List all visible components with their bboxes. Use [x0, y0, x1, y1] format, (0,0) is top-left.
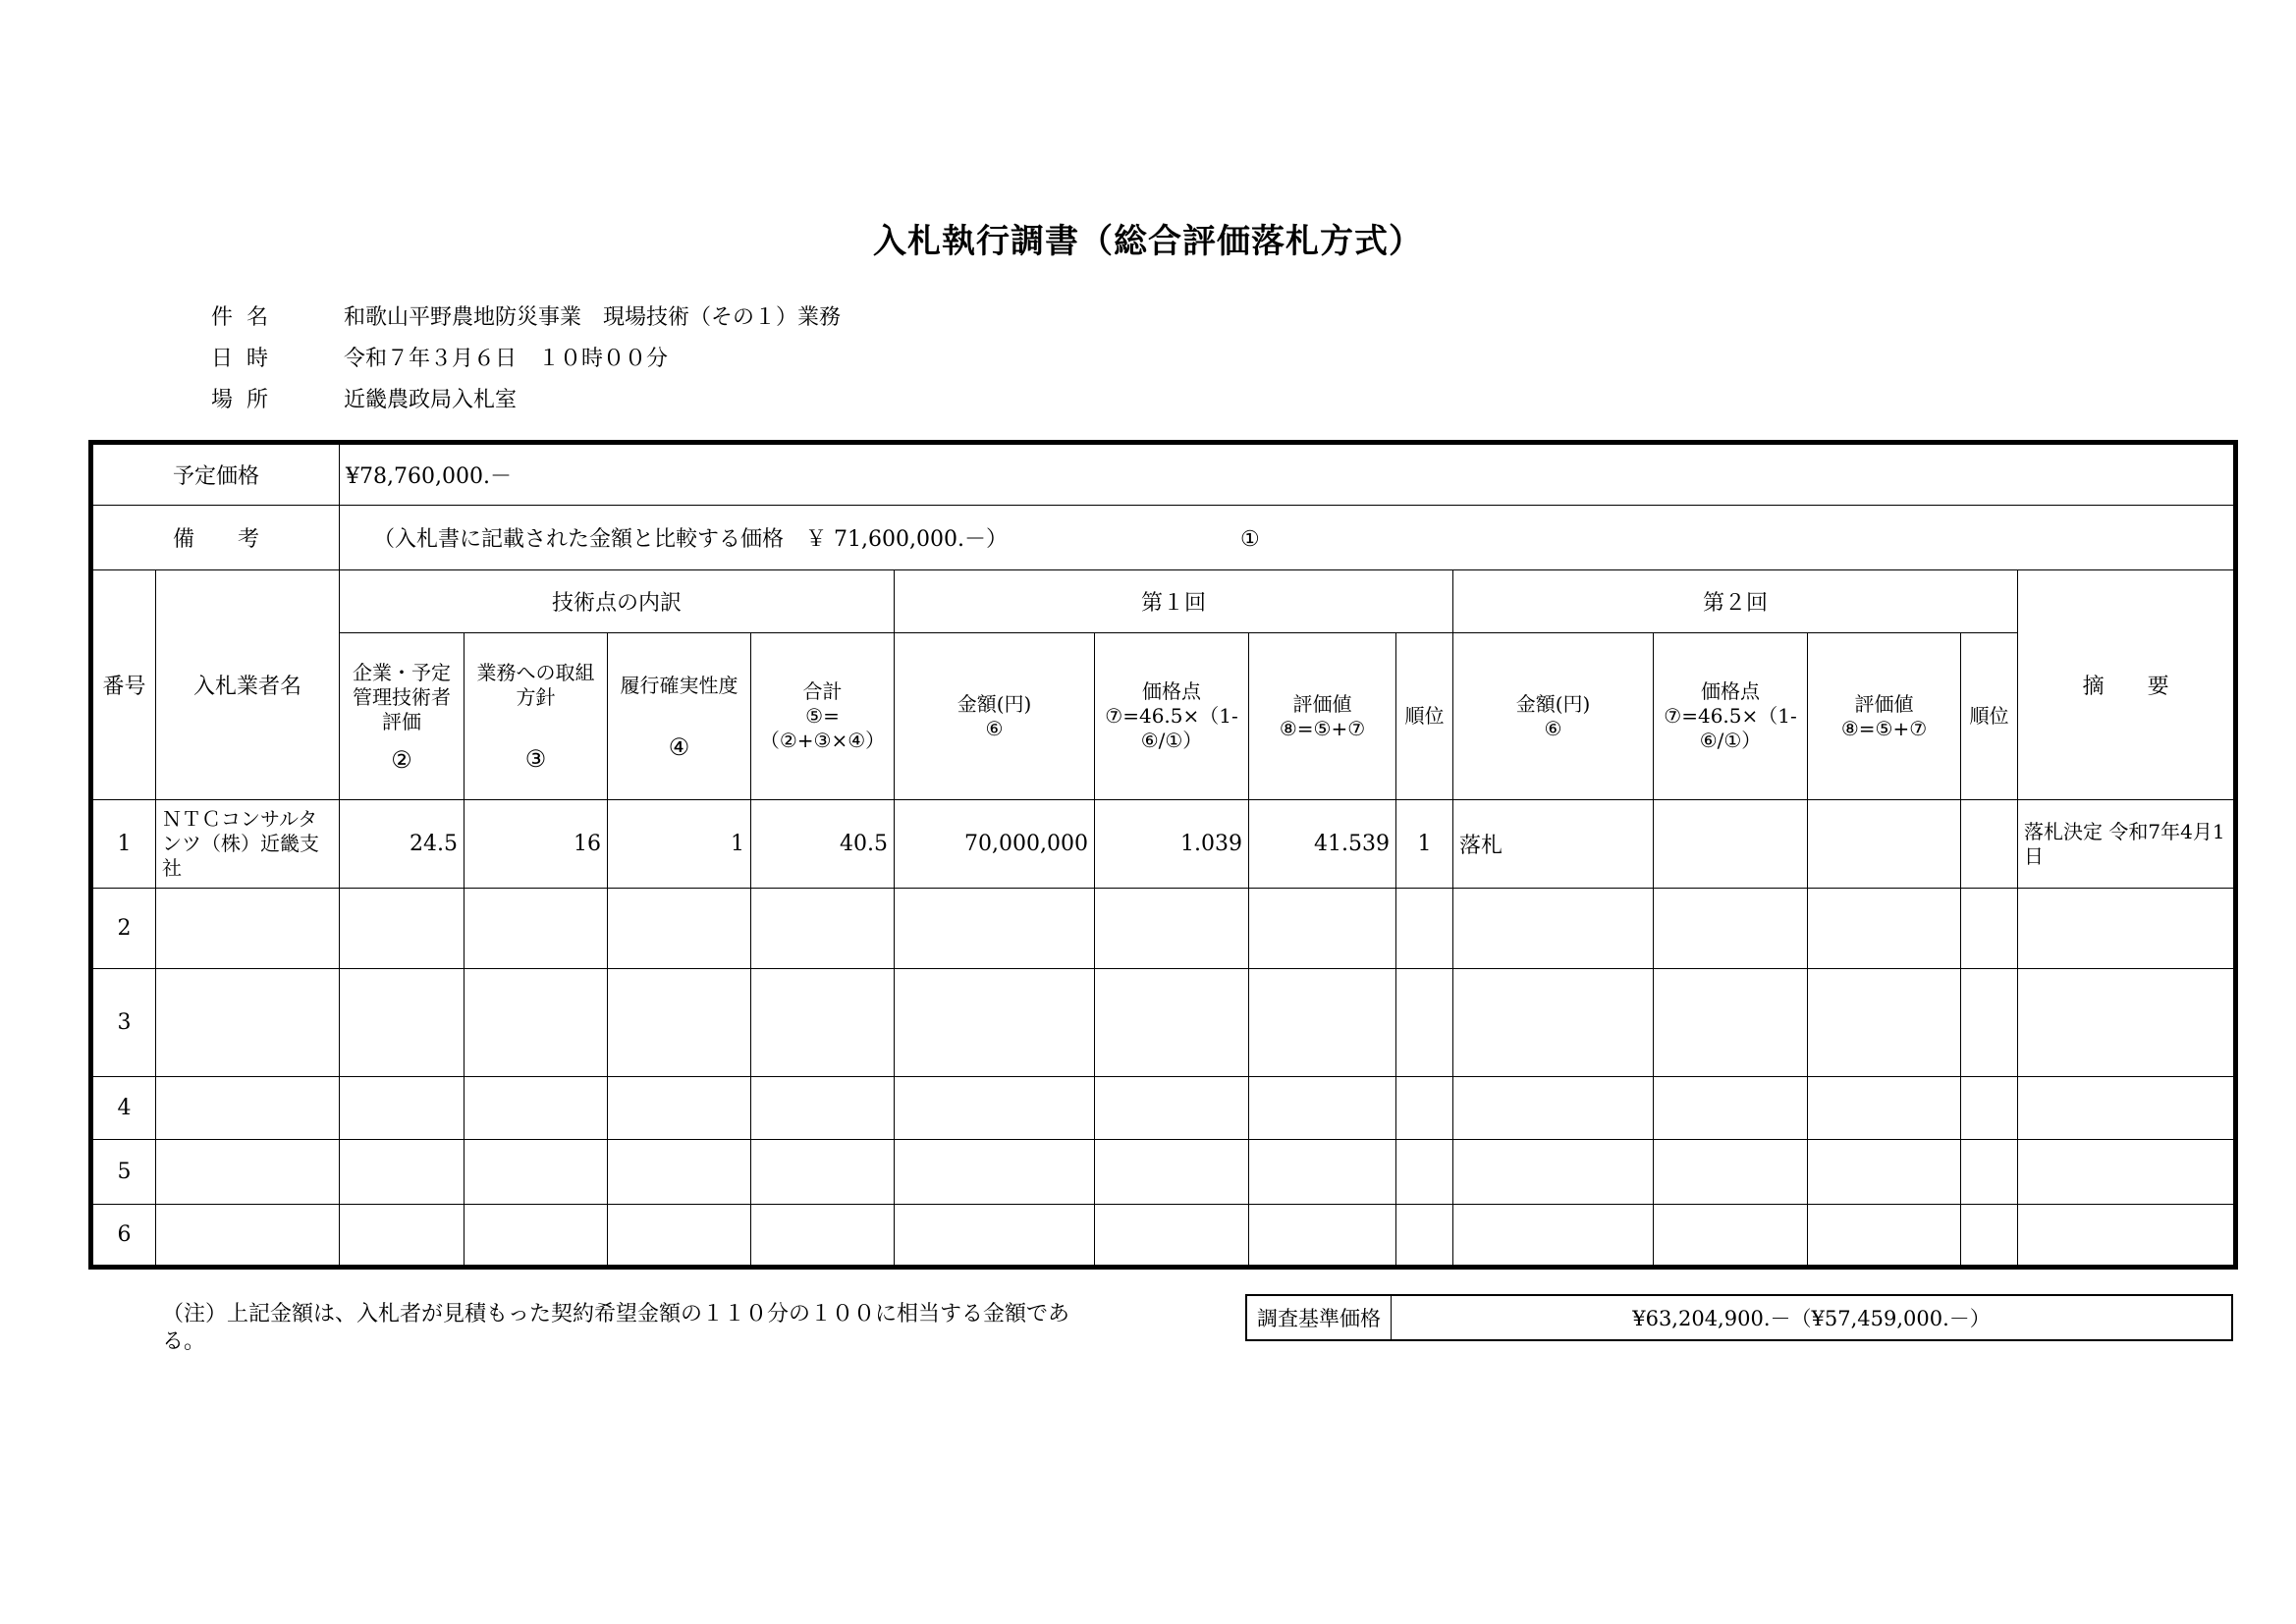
cell-r2-amount: [1453, 1205, 1654, 1268]
cell-t5: [751, 969, 895, 1077]
cell-t5: 40.5: [751, 800, 895, 889]
cell-t5: [751, 1205, 895, 1268]
cell-r1-amount: [895, 969, 1095, 1077]
cell-no: 3: [91, 969, 156, 1077]
cell-t4: 1: [608, 800, 751, 889]
header-r2-amount: [1453, 633, 1654, 800]
meta-label: 件名: [211, 304, 283, 330]
cell-no: 5: [91, 1140, 156, 1205]
cell-bidder: [156, 889, 340, 969]
cell-bidder: [156, 1077, 340, 1140]
cell-t2: [340, 1077, 465, 1140]
remarks-label: 備 考: [91, 506, 340, 570]
cell-r2-price: [1654, 1205, 1808, 1268]
meta-value: 令和７年３月６日 １０時００分: [344, 346, 669, 371]
cell-t2: [340, 1205, 465, 1268]
cell-r1-eval: [1249, 1205, 1396, 1268]
header-tech-breakdown: 技術点の内訳: [340, 570, 895, 633]
meta-label: 日時: [211, 346, 283, 371]
cell-t3: 16: [465, 800, 608, 889]
table-row: [91, 1205, 2236, 1268]
cell-r2-amount: [1453, 1077, 1654, 1140]
table-row: [91, 969, 2236, 1077]
cell-summary: [2018, 1140, 2236, 1205]
cell-r1-rank: [1396, 1140, 1453, 1205]
header-label: 価格点: [1142, 679, 1202, 703]
meta-value: 和歌山平野農地防災事業 現場技術（その１）業務: [344, 304, 842, 330]
cell-no: 1: [91, 800, 156, 889]
cell-r2-rank: [1961, 1140, 2018, 1205]
cell-r2-amount: [1453, 1140, 1654, 1205]
cell-no: 6: [91, 1205, 156, 1268]
header-label: 合計: [802, 679, 843, 703]
header-tech-company: [340, 633, 465, 800]
document-meta: [211, 295, 841, 418]
cell-r1-amount: 70,000,000: [895, 800, 1095, 889]
cell-t2: 24.5: [340, 800, 465, 889]
header-label: 企業・予定管理技術者評価: [353, 660, 452, 733]
cell-t5: [751, 1077, 895, 1140]
planned-price-label: 予定価格: [91, 443, 340, 506]
header-label: 価格点: [1701, 679, 1761, 703]
header-tech-policy: [465, 633, 608, 800]
cell-summary: [2018, 1077, 2236, 1140]
cell-r1-price: [1095, 889, 1249, 969]
cell-summary: 落札決定 令和7年4月1日: [2018, 800, 2236, 889]
cell-t5: [751, 1140, 895, 1205]
cell-t4: [608, 1205, 751, 1268]
header-r1-rank: 順位: [1396, 633, 1453, 800]
meta-row-datetime: [211, 336, 841, 377]
cell-r1-amount: [895, 889, 1095, 969]
table-row: [91, 1140, 2236, 1205]
cell-r2-price: [1654, 889, 1808, 969]
reference-price-table: [1245, 1294, 2233, 1341]
cell-r2-eval: [1808, 1205, 1961, 1268]
cell-r2-eval: [1808, 1140, 1961, 1205]
cell-r1-price: 1.039: [1095, 800, 1249, 889]
cell-r2-rank: [1961, 1077, 2018, 1140]
header-summary: 摘 要: [2018, 570, 2236, 800]
cell-r1-eval: [1249, 889, 1396, 969]
remarks-marker: ①: [1239, 527, 1260, 552]
header-round2: 第２回: [1453, 570, 2018, 633]
cell-r1-rank: [1396, 889, 1453, 969]
cell-r2-amount: [1453, 969, 1654, 1077]
reference-price-label: 調査基準価格: [1246, 1295, 1392, 1340]
cell-t3: [465, 969, 608, 1077]
cell-r2-rank: [1961, 1205, 2018, 1268]
cell-t4: [608, 1140, 751, 1205]
cell-t3: [465, 1140, 608, 1205]
cell-r1-rank: 1: [1396, 800, 1453, 889]
cell-bidder: ＮＴＣコンサルタンツ（株）近畿支社: [156, 800, 340, 889]
header-r2-price-point: [1654, 633, 1808, 800]
table-row: [91, 889, 2236, 969]
cell-t4: [608, 969, 751, 1077]
header-r1-price-point: [1095, 633, 1249, 800]
header-number: 番号: [91, 570, 156, 800]
header-row-1: [91, 570, 2236, 633]
planned-price-row: [91, 443, 2236, 506]
table-row: [91, 800, 2236, 889]
header-label: 金額(円): [957, 691, 1032, 716]
document-title: 入札執行調書（総合評価落札方式）: [873, 222, 1423, 261]
header-bidder: 入札業者名: [156, 570, 340, 800]
header-label: 業務への取組方針: [476, 661, 595, 709]
header-label: 金額(円): [1515, 691, 1591, 716]
cell-bidder: [156, 969, 340, 1077]
header-marker: ③: [524, 745, 547, 773]
cell-summary: [2018, 969, 2236, 1077]
cell-r2-price: [1654, 800, 1808, 889]
cell-r2-price: [1654, 1077, 1808, 1140]
cell-bidder: [156, 1205, 340, 1268]
header-marker: ④: [668, 732, 690, 761]
cell-r2-eval: [1808, 969, 1961, 1077]
header-r2-rank: 順位: [1961, 633, 2018, 800]
cell-bidder: [156, 1140, 340, 1205]
cell-t2: [340, 1140, 465, 1205]
header-row-2: [91, 633, 2236, 800]
cell-t2: [340, 889, 465, 969]
remarks-cell: [340, 506, 2236, 570]
meta-label: 場所: [211, 387, 283, 412]
cell-no: 2: [91, 889, 156, 969]
header-r1-eval: [1249, 633, 1396, 800]
meta-row-place: [211, 377, 841, 418]
planned-price-value: ¥78,760,000.－: [340, 443, 2236, 506]
cell-t4: [608, 1077, 751, 1140]
cell-r1-rank: [1396, 969, 1453, 1077]
header-label: 評価値: [1854, 691, 1914, 716]
header-marker: ⑥: [985, 716, 1004, 740]
reference-price-value: ¥63,204,900.－（¥57,459,000.－）: [1392, 1295, 2233, 1340]
cell-r1-price: [1095, 1140, 1249, 1205]
cell-r2-eval: [1808, 800, 1961, 889]
header-marker: ②: [391, 745, 412, 774]
cell-r1-price: [1095, 1077, 1249, 1140]
cell-r1-price: [1095, 969, 1249, 1077]
header-formula: ⑦=46.5×（1-⑥/①）: [1105, 704, 1238, 752]
cell-r1-amount: [895, 1077, 1095, 1140]
header-tech-reliability: [608, 633, 751, 800]
header-label: 履行確実性度: [620, 673, 738, 697]
header-label: 評価値: [1292, 691, 1352, 716]
header-formula: ⑤=（②+③×④）: [759, 704, 886, 752]
cell-r2-eval: [1808, 889, 1961, 969]
cell-r1-eval: 41.539: [1249, 800, 1396, 889]
cell-r1-amount: [895, 1140, 1095, 1205]
remarks-value: （入札書に記載された金額と比較する価格 ￥ 71,600,000.－）: [373, 527, 1008, 552]
cell-r1-price: [1095, 1205, 1249, 1268]
cell-r2-price: [1654, 969, 1808, 1077]
reference-price-row: [1246, 1295, 2232, 1340]
cell-t3: [465, 889, 608, 969]
cell-t3: [465, 1077, 608, 1140]
cell-t4: [608, 889, 751, 969]
meta-row-subject: [211, 295, 841, 336]
meta-value: 近畿農政局入札室: [344, 387, 518, 412]
cell-t3: [465, 1205, 608, 1268]
header-marker: ⑥: [1544, 716, 1562, 740]
cell-r2-eval: [1808, 1077, 1961, 1140]
header-formula: ⑧=⑤+⑦: [1840, 716, 1928, 740]
cell-r2-amount: [1453, 889, 1654, 969]
cell-r1-eval: [1249, 1077, 1396, 1140]
cell-r1-eval: [1249, 1140, 1396, 1205]
cell-r2-amount: 落札: [1453, 800, 1654, 889]
cell-r2-rank: [1961, 889, 2018, 969]
cell-r2-price: [1654, 1140, 1808, 1205]
cell-r1-amount: [895, 1205, 1095, 1268]
header-round1: 第１回: [895, 570, 1453, 633]
bid-table: [88, 440, 2238, 1270]
cell-r2-rank: [1961, 969, 2018, 1077]
table-row: [91, 1077, 2236, 1140]
header-r1-amount: [895, 633, 1095, 800]
cell-r1-eval: [1249, 969, 1396, 1077]
cell-t5: [751, 889, 895, 969]
cell-no: 4: [91, 1077, 156, 1140]
header-formula: ⑧=⑤+⑦: [1279, 716, 1366, 740]
cell-t2: [340, 969, 465, 1077]
remarks-row: [91, 506, 2236, 570]
cell-summary: [2018, 1205, 2236, 1268]
header-tech-total: [751, 633, 895, 800]
header-formula: ⑦=46.5×（1-⑥/①）: [1664, 704, 1797, 752]
cell-r1-rank: [1396, 1077, 1453, 1140]
cell-r2-rank: [1961, 800, 2018, 889]
footnote: （注）上記金額は、入札者が見積もった契約希望金額の１１０分の１００に相当する金額である。: [162, 1302, 1070, 1354]
cell-summary: [2018, 889, 2236, 969]
cell-r1-rank: [1396, 1205, 1453, 1268]
header-r2-eval: [1808, 633, 1961, 800]
